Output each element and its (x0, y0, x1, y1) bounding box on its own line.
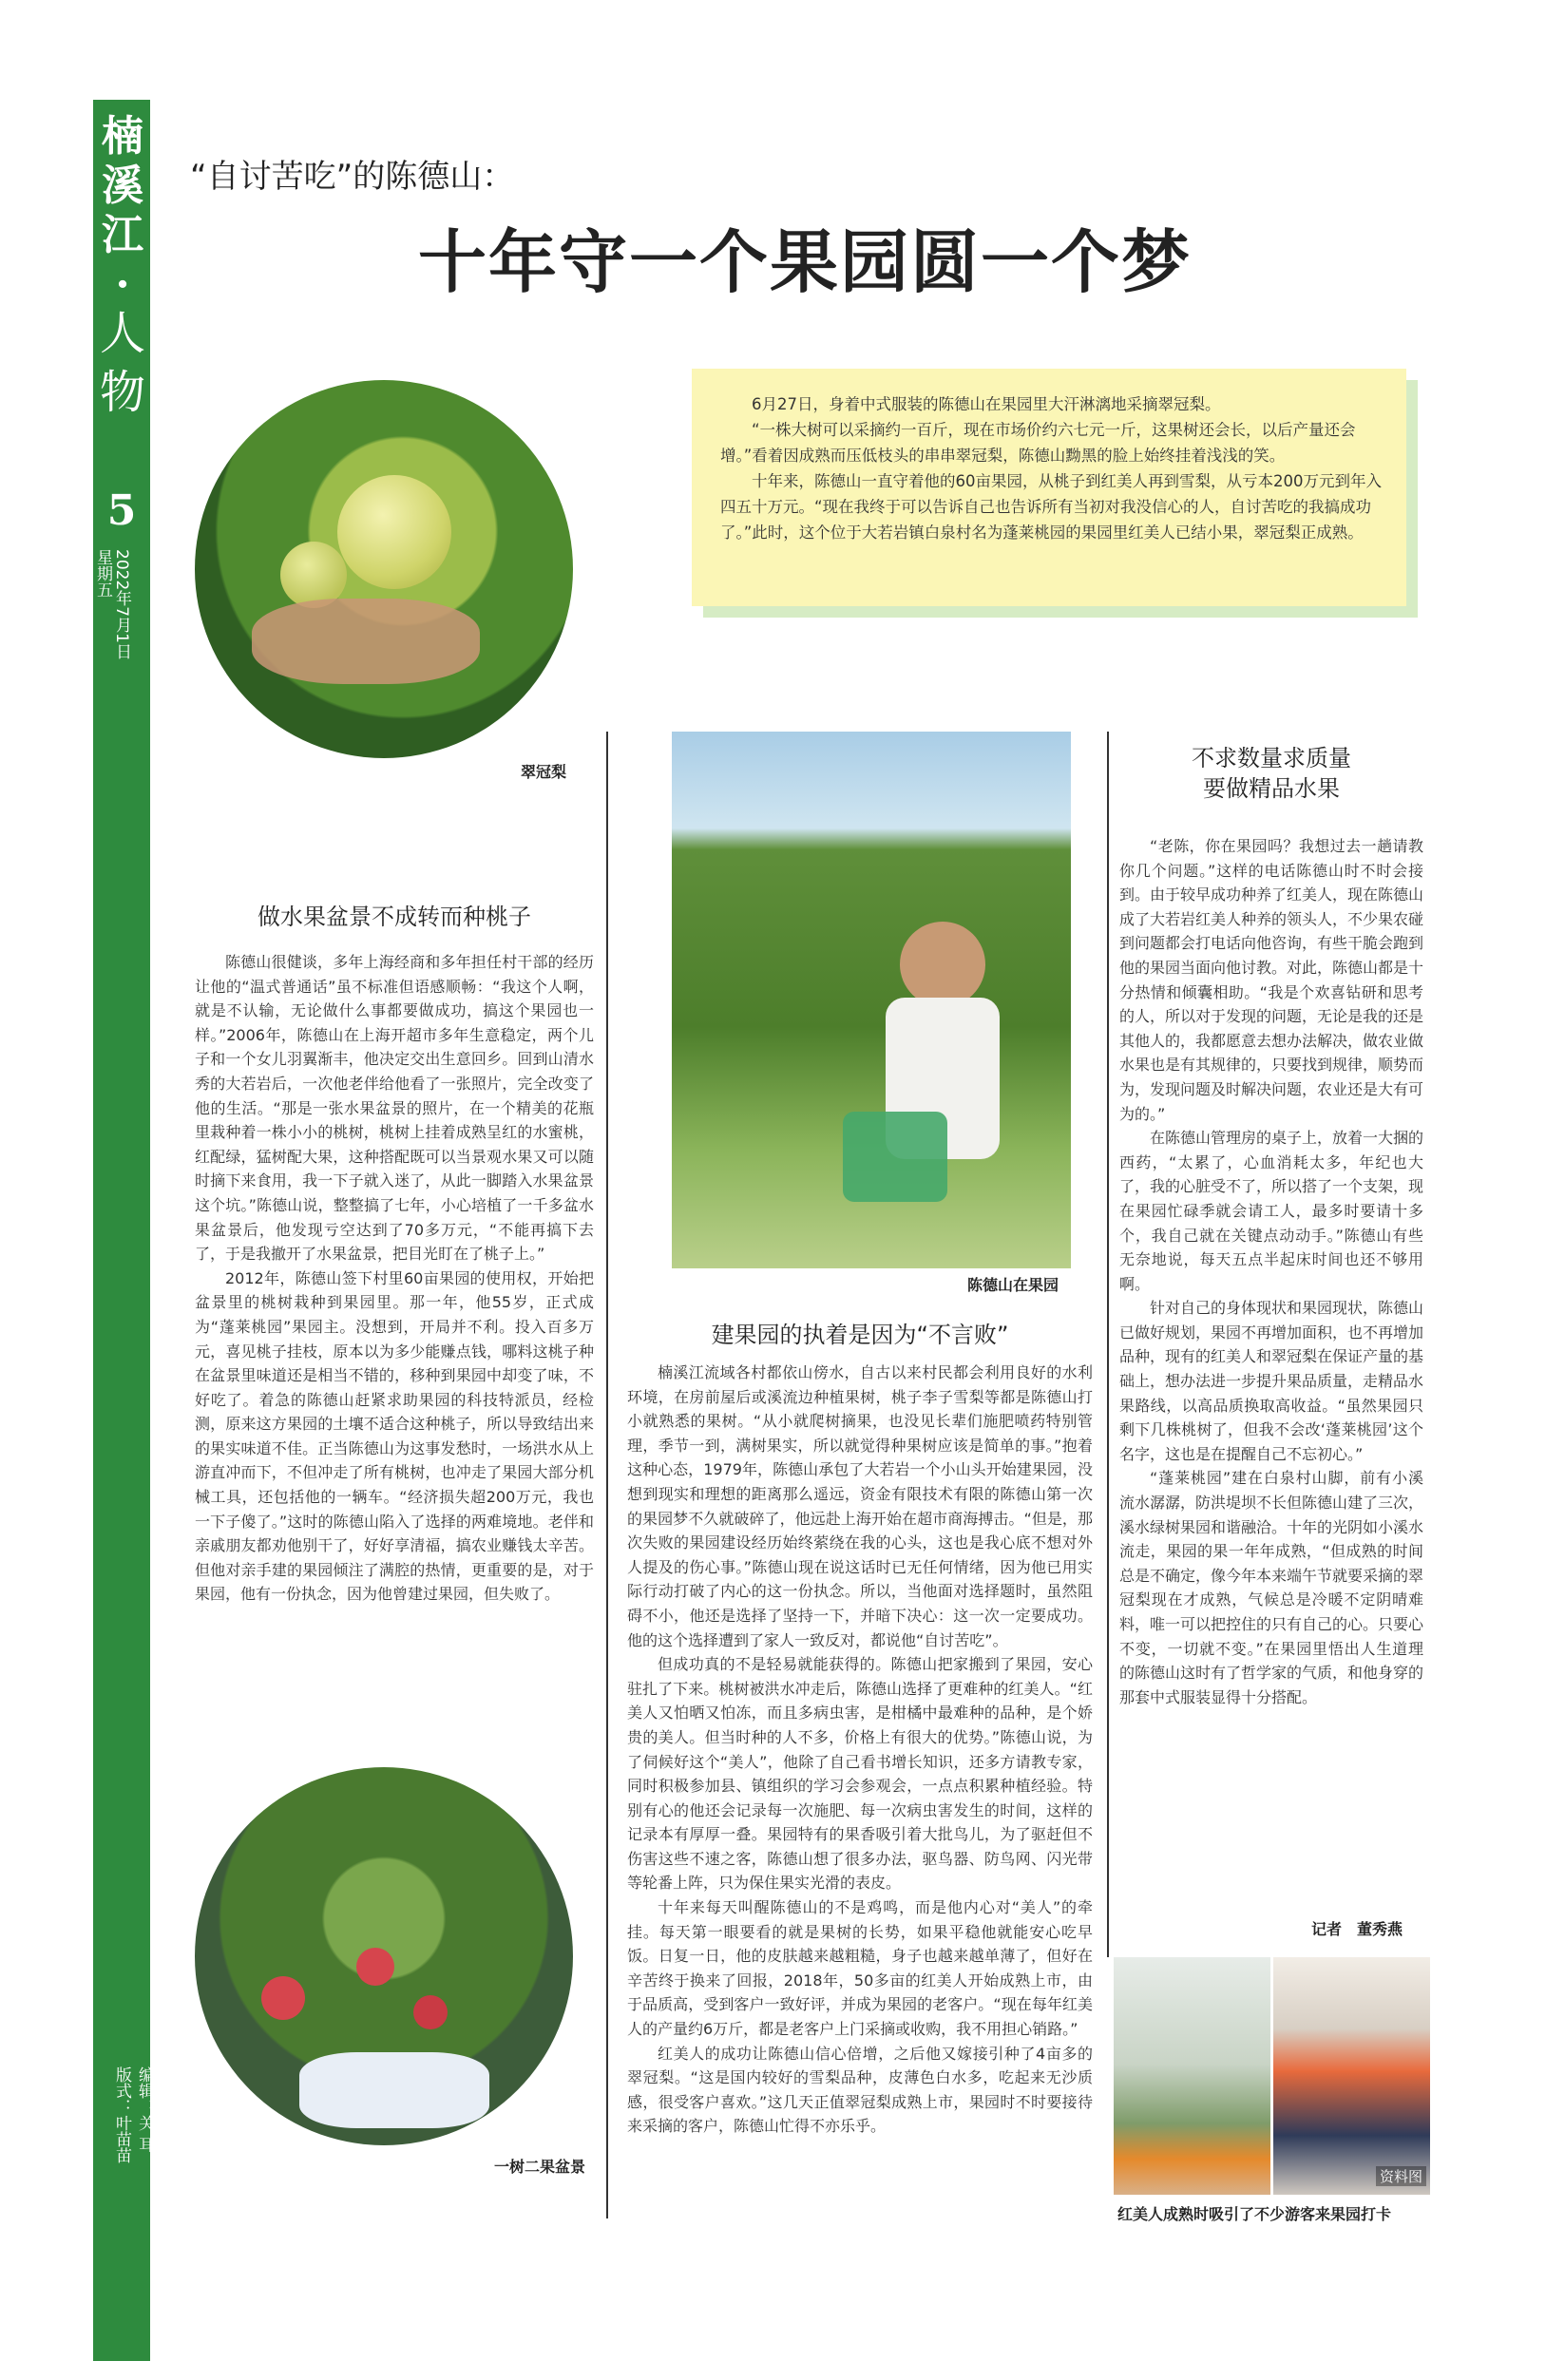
article-paragraph: 2012年，陈德山签下村里60亩果园的使用权，开始把盆景里的桃树栽种到果园里。那一年，他55岁，正式成为“蓬莱桃园”果园主。没想到，开局并不利。投入百多万元，喜见桃子挂枝，原本以为多少能赚点钱，哪料这桃子种在盆景里味道还是相当不错的，移种到果园中却变了味，不好吃了。着急的陈德山赶紧求助果园的科技特派员，经检测，原来这方果园的土壤不适合这种桃子，所以导致结出来的果实味道不佳。正当陈德山为这事发愁时，一场洪水从上游直冲而下，不但冲走了所有桃树，也冲走了果园大部分机械工具，还包括他的一辆车。“经济损失超200万元，我也一下子傻了。”这时的陈德山陷入了选择的两难境地。老伴和亲戚朋友都劝他别干了，好好享清福，搞农业赚钱太辛苦。但他对亲手建的果园倾注了满腔的热情，更重要的是，对于果园，他有一份执念，因为他曾建过果园，但失败了。 (195, 1268, 594, 1604)
section-heading: 建果园的执着是因为“不言败” (711, 1322, 1009, 1348)
bonsai-photo (195, 1767, 573, 2145)
orchard-caption: 陈德山在果园 (967, 1276, 1059, 1294)
article-column (627, 1361, 1093, 2139)
article-column (1119, 834, 1423, 1709)
visitor-photo-a (1114, 1957, 1270, 2195)
bonsai-caption: 一树二果盆景 (494, 2158, 586, 2176)
article-paragraph: “老陈，你在果园吗？我想过去一趟请教你几个问题。”这样的电话陈德山时不时会接到。由于较早成功种养了红美人，现在陈德山成了大若岩红美人种养的领头人，不少果农碰到问题都会打电话向他咨询，有些干脆会跑到他的果园当面向他讨教。对此，陈德山都是十分热情和倾囊相助。“我是个欢喜钻研和思考的人，所以对于发现的问题，无论是我的还是其他人的，我都愿意去想办法解决，做农业做水果也是有其规律的，只要找到规律，顺势而为，发现问题及时解决问题，农业还是大有可为的。” (1119, 837, 1424, 1123)
section-heading: 不求数量求质量 要做精品水果 (1192, 745, 1351, 802)
issue-date: 2022年7月1日 (112, 549, 131, 659)
lead-paragraph: 6月27日，身着中式服装的陈德山在果园里大汗淋漓地采摘翠冠梨。 (752, 395, 1221, 413)
article-paragraph: 红美人的成功让陈德山信心倍增，之后他又嫁接引种了4亩多的翠冠梨。“这是国内较好的雪梨品种，皮薄色白水多，吃起来无沙质感，很受客户喜欢。”这几天正值翠冠梨成熟上市，果园时不时要接待来采摘的客户，陈德山忙得不亦乐乎。 (627, 2044, 1093, 2136)
article-paragraph: 在陈德山管理房的桌子上，放着一大捆的西药，“太累了，心血消耗太多，年纪也大了，我的心脏受不了，所以搭了一个支架，现在果园忙碌季就会请工人，最多时要请十多个，我自己就在关键点动动手。”陈德山有些无奈地说，每天五点半起床时间也还不够用啊。 (1119, 1129, 1424, 1293)
issue-weekday: 星期五 (93, 549, 112, 598)
article-column (195, 950, 594, 1607)
editor-credit: 编辑：关 耳 (135, 2066, 154, 2153)
visitor-photo-b (1273, 1957, 1430, 2195)
page-number: 5 (106, 486, 137, 535)
photo-source-label: 资料图 (1376, 2166, 1426, 2186)
section-banner (93, 100, 150, 2361)
lead-text (720, 391, 1385, 545)
visitors-caption: 红美人成熟时吸引了不少游客来果园打卡 (1117, 2205, 1392, 2223)
lead-paragraph: 十年来，陈德山一直守着他的60亩果园，从桃子到红美人再到雪梨，从亏本200万元到年入四五十万元。“现在我终于可以告诉自己也告诉所有当初对我没信心的人，自讨苦吃的我搞成功了。”此时，这个位于大若岩镇白泉村名为蓬莱桃园的果园里红美人已结小果，翠冠梨正成熟。 (720, 472, 1382, 542)
section-title: 人物 (99, 307, 145, 419)
article-paragraph: 十年来每天叫醒陈德山的不是鸡鸣，而是他内心对“美人”的牵挂。每天第一眼要看的就是果树的长势，如果平稳他就能安心吃早饭。日复一日，他的皮肤越来越粗糙，身子也越来越单薄了，但好在辛苦终于换来了回报，2018年，50多亩的红美人开始成熟上市，由于品质高，受到客户一致好评，并成为果园的老客户。“现在每年红美人的产量约6万斤，都是老客户上门采摘或收购，我不用担心销路。” (627, 1898, 1093, 2039)
layout-credit: 版式：叶苗苗 (112, 2066, 131, 2163)
article-paragraph: 陈德山很健谈，多年上海经商和多年担任村干部的经历让他的“温式普通话”虽不标准但语感顺畅：“我这个人啊，就是不认输，无论做什么事都要做成功，搞这个果园也一样。”2006年，陈德山在上海开超市多年生意稳定，两个儿子和一个女儿羽翼渐丰，他决定交出生意回乡。回到山清水秀的大若岩后，一次他老伴给他看了一张照片，完全改变了他的生活。“那是一张水果盆景的照片，在一个精美的花瓶里栽种着一株小小的桃树，桃树上挂着成熟呈红的水蜜桃，红配绿，猛树配大果，这种搭配既可以当景观水果又可以随时摘下来食用，我一下子就入迷了，从此一脚踏入水果盆景这个坑。”陈德山说，整整搞了七年，小心培植了一千多盆水果盆景后，他发现亏空达到了70多万元，“不能再搞下去了，于是我撤开了水果盆景，把目光盯在了桃子上。” (195, 953, 594, 1264)
masthead: 楠溪江· (102, 112, 143, 309)
pear-photo (195, 380, 573, 758)
article-headline: 十年守一个果园圆一个梦 (418, 221, 1193, 302)
article-kicker: “自讨苦吃”的陈德山： (190, 158, 515, 196)
section-heading: 做水果盆景不成转而种桃子 (258, 904, 531, 930)
orchard-photo (672, 732, 1071, 1268)
article-paragraph: 但成功真的不是轻易就能获得的。陈德山把家搬到了果园，安心驻扎了下来。桃树被洪水冲走后，陈德山选择了更难种的红美人。“红美人又怕晒又怕冻，而且多病虫害，是柑橘中最难种的品种，是个娇贵的美人。但当时种的人不多，价格上有很大的优势。”陈德山说，为了伺候好这个“美人”，他除了自己看书增长知识，还多方请教专家，同时积极参加县、镇组织的学习会参观会，一点点积累种植经验。特别有心的他还会记录每一次施肥、每一次病虫害发生的时间，这样的记录本有厚厚一叠。果园特有的果香吸引着大批鸟儿，为了驱赶但不伤害这些不速之客，陈德山想了很多办法，驱鸟器、防鸟网、闪光带等轮番上阵，只为保住果实光滑的表皮。 (627, 1655, 1093, 1893)
column-divider (1107, 732, 1109, 1957)
article-paragraph: 针对自己的身体现状和果园现状，陈德山已做好规划，果园不再增加面积，也不再增加品种，现有的红美人和翠冠梨在保证产量的基础上，想办法进一步提升果品质量，走精品水果路线，以高品质换取高收益。“虽然果园只剩下几株桃树了，但我不会改‘蓬莱桃园’这个名字，这也是在提醒自己不忘初心。” (1119, 1299, 1424, 1463)
article-paragraph: “蓬莱桃园”建在白泉村山脚，前有小溪流水潺潺，防洪堤坝不长但陈德山建了三次，溪水绿树果园和谐融洽。十年的光阴如小溪水流走，果园的果一年年成熟，“但成熟的时间总是不确定，像今年本来端午节就要采摘的翠冠梨现在才成熟，气候总是冷暖不定阴晴难料，唯一可以把控住的只有自己的心。只要心不变，一切就不变。”在果园里悟出人生道理的陈德山这时有了哲学家的气质，和他身穿的那套中式服装显得十分搭配。 (1119, 1469, 1424, 1706)
column-divider (606, 732, 608, 2218)
reporter-byline: 记者 董秀燕 (1311, 1920, 1403, 1938)
article-paragraph: 楠溪江流域各村都依山傍水，自古以来村民都会利用良好的水利环境，在房前屋后或溪流边种植果树，桃子李子雪梨等都是陈德山打小就熟悉的果树。“从小就爬树摘果，也没见长辈们施肥喷药特别管理，季节一到，满树果实，所以就觉得种果树应该是简单的事。”抱着这种心态，1979年，陈德山承包了大若岩一个小山头开始建果园，没想到现实和理想的距离那么遥远，资金有限技术有限的陈德山第一次的果园梦不久就破碎了，他远赴上海开始在超市商海搏击。“但是，那次失败的果园建设经历始终萦绕在我的心头，这也是我心底不想对外人提及的伤心事。”陈德山现在说这话时已无任何情绪，因为他已用实际行动打破了内心的这一份执念。所以，当他面对选择题时，虽然阻碍不小，他还是选择了坚持一下，并暗下决心：这一次一定要成功。他的这个选择遭到了家人一致反对，都说他“自讨苦吃”。 (627, 1363, 1093, 1649)
lead-paragraph: “一株大树可以采摘约一百斤，现在市场价约六七元一斤，这果树还会长，以后产量还会增。”看着因成熟而压低枝头的串串翠冠梨，陈德山黝黑的脸上始终挂着浅浅的笑。 (720, 421, 1356, 465)
pear-caption: 翠冠梨 (521, 763, 567, 781)
